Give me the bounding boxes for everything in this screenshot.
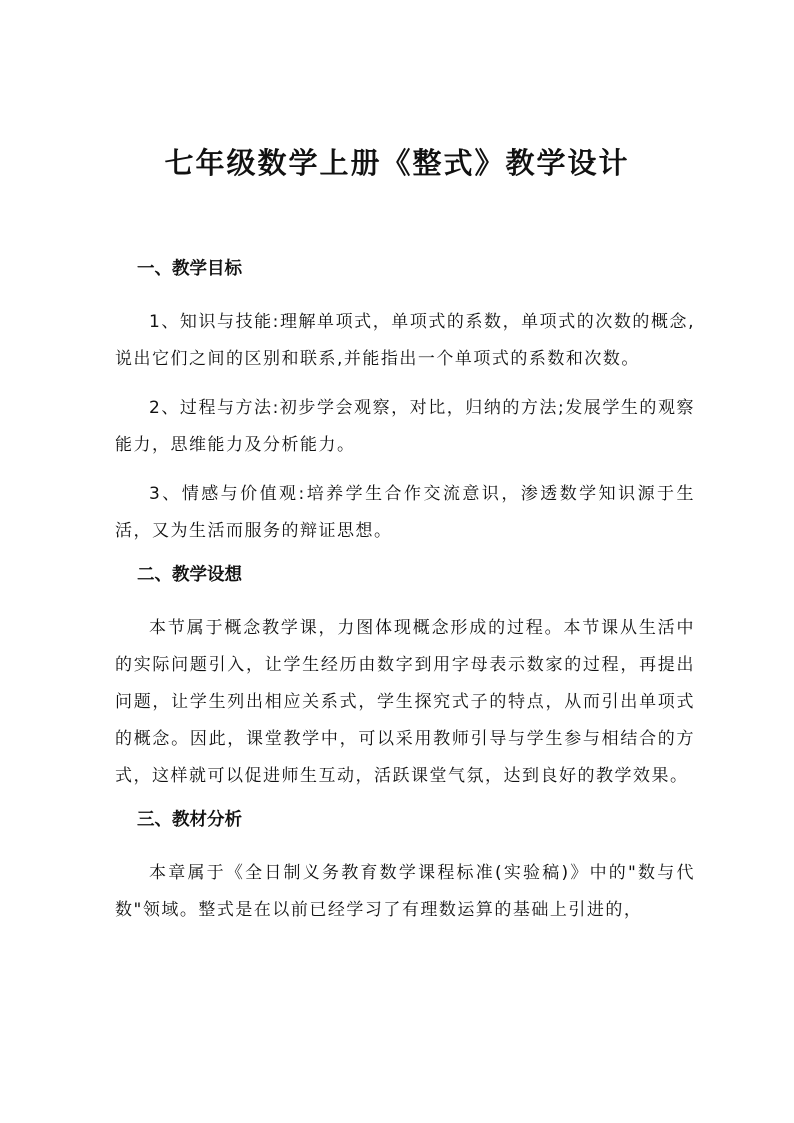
document-title: 七年级数学上册《整式》教学设计 <box>164 146 630 180</box>
section-teaching-objectives <box>115 254 695 550</box>
section-teaching-concept <box>115 560 695 795</box>
document-body <box>115 254 695 929</box>
section-textbook-analysis <box>115 805 695 929</box>
section-heading: 一、教学目标 <box>137 259 242 279</box>
paragraph: 本章属于《全日制义务教育数学课程标准(实验稿)》中的"数与代数"领域。整式是在以前已经学习了有理数运算的基础上引进的， <box>115 863 695 920</box>
section-heading: 二、教学设想 <box>137 565 242 585</box>
paragraph: 本节属于概念教学课，力图体现概念形成的过程。本节课从生活中的实际问题引入，让学生经历由数字到用字母表示数家的过程，再提出问题，让学生列出相应关系式，学生探究式子的特点，从而引出单项式的概念。因此，课堂教学中，可以采用教师引导与学生参与相结合的方式，这样就可以促进师生互动，活跃课堂气氛，达到良好的教学效果。 <box>115 618 695 786</box>
paragraph: 3、情感与价值观:培养学生合作交流意识，渗透数学知识源于生活，又为生活而服务的辩证思想。 <box>115 484 695 541</box>
section-heading: 三、教材分析 <box>137 810 242 830</box>
paragraph: 2、过程与方法:初步学会观察，对比，归纳的方法;发展学生的观察能力，思维能力及分析能力。 <box>115 398 695 455</box>
paragraph: 1、知识与技能:理解单项式，单项式的系数，单项式的次数的概念,说出它们之间的区别和联系,并能指出一个单项式的系数和次数。 <box>115 312 695 369</box>
